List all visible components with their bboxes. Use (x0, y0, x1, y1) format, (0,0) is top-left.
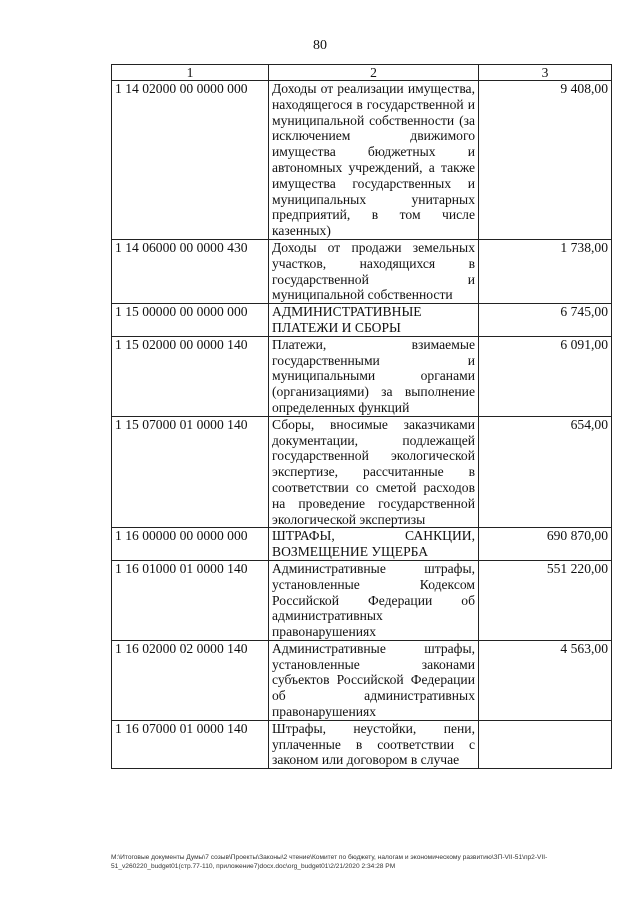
footer-line-2: 51_v260220_budget01(стр.77-110, приложение7)docx.doc\org_budget01\2/21/2020 2:34:28 PM (111, 863, 396, 870)
row-code: 1 15 07000 01 0000 140 (112, 416, 269, 528)
header-col-2: 2 (269, 65, 479, 81)
row-amount: 6 745,00 (479, 304, 612, 337)
table-row (112, 81, 612, 240)
row-code: 1 15 00000 00 0000 000 (112, 304, 269, 337)
header-col-3: 3 (479, 65, 612, 81)
row-name: Доходы от продажи земельных участков, находящихся в государственной и муниципальной собственности (269, 239, 479, 303)
row-amount: 6 091,00 (479, 336, 612, 416)
row-code: 1 16 07000 01 0000 140 (112, 720, 269, 768)
table-row (112, 416, 612, 528)
row-name: Сборы, вносимые заказчиками документации, подлежащей государственной экологической экспертизе, рассчитанные в соответствии со сметой расходов на проведение государственной экологической экспертизы (269, 416, 479, 528)
table-header-row (112, 65, 612, 81)
row-code: 1 14 02000 00 0000 000 (112, 81, 269, 240)
row-name: ШТРАФЫ, САНКЦИИ, ВОЗМЕЩЕНИЕ УЩЕРБА (269, 528, 479, 561)
row-amount: 551 220,00 (479, 560, 612, 640)
row-amount: 9 408,00 (479, 81, 612, 240)
row-code: 1 15 02000 00 0000 140 (112, 336, 269, 416)
row-amount: 4 563,00 (479, 640, 612, 720)
table-row (112, 720, 612, 768)
page-number: 80 (313, 38, 327, 53)
row-name: Административные штрафы, установленные законами субъектов Российской Федерации об административных правонарушениях (269, 640, 479, 720)
row-amount (479, 720, 612, 768)
header-col-1: 1 (112, 65, 269, 81)
row-name: Штрафы, неустойки, пени, уплаченные в соответствии с законом или договором в случае (269, 720, 479, 768)
table-row (112, 640, 612, 720)
table-row (112, 528, 612, 561)
row-code: 1 16 02000 02 0000 140 (112, 640, 269, 720)
row-code: 1 14 06000 00 0000 430 (112, 239, 269, 303)
row-code: 1 16 01000 01 0000 140 (112, 560, 269, 640)
budget-table (111, 64, 612, 769)
row-name: Административные штрафы, установленные Кодексом Российской Федерации об административных правонарушениях (269, 560, 479, 640)
row-amount: 654,00 (479, 416, 612, 528)
row-name: АДМИНИСТРАТИВНЫЕ ПЛАТЕЖИ И СБОРЫ (269, 304, 479, 337)
footer-line-1: M:\Итоговые документы Думы\7 созыв\Проекты\Законы\2 чтение\Комитет по бюджету, налогам и экономическому развитию\ЗП-VII-51\пр2-VII- (111, 854, 548, 861)
table-row (112, 304, 612, 337)
row-amount: 1 738,00 (479, 239, 612, 303)
row-amount: 690 870,00 (479, 528, 612, 561)
row-code: 1 16 00000 00 0000 000 (112, 528, 269, 561)
row-name: Доходы от реализации имущества, находящегося в государственной и муниципальной собственности (за исключением движимого имущества бюджетных и автономных учреждений, а также имущества государственных и муниципальных унитарных предприятий, в том числе казенных) (269, 81, 479, 240)
table-row (112, 239, 612, 303)
table-row (112, 560, 612, 640)
table-row (112, 336, 612, 416)
row-name: Платежи, взимаемые государственными и муниципальными органами (организациями) за выполнение определенных функций (269, 336, 479, 416)
file-path-footer (111, 853, 615, 871)
